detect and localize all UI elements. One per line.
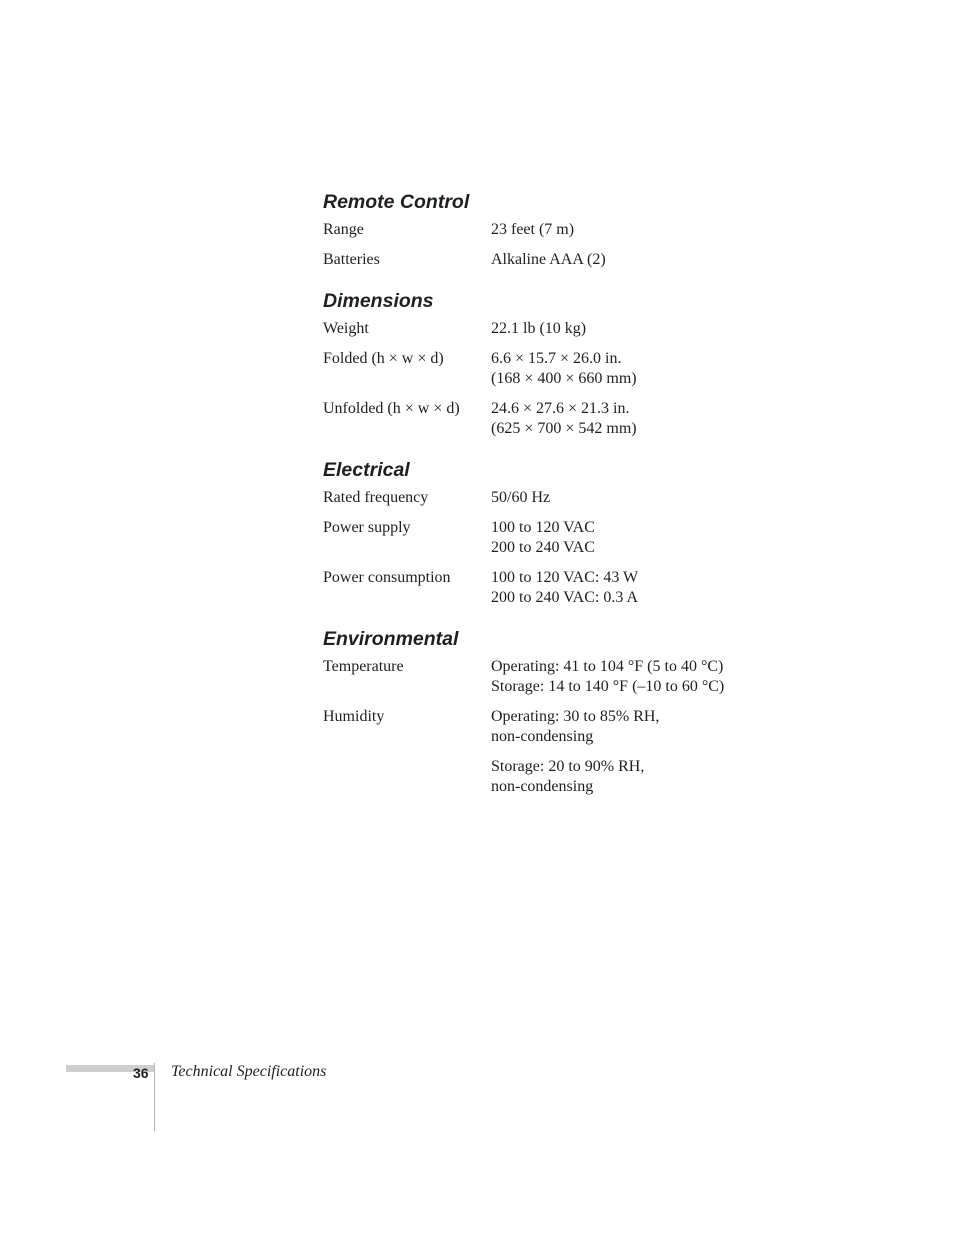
spec-content <box>323 188 803 814</box>
spec-value-line: 200 to 240 VAC <box>491 539 595 556</box>
spec-label: Power consumption <box>323 569 451 586</box>
spec-row <box>323 220 803 240</box>
spec-value-line: Operating: 41 to 104 °F (5 to 40 °C) <box>491 658 724 675</box>
spec-value <box>491 319 803 339</box>
spec-label: Batteries <box>323 251 380 268</box>
spec-value-line: Storage: 14 to 140 °F (–10 to 60 °C) <box>491 678 725 695</box>
spec-value-line: Storage: 20 to 90% RH, <box>491 758 645 775</box>
spec-value-line: 24.6 × 27.6 × 21.3 in. <box>491 400 630 417</box>
spec-value <box>491 349 803 389</box>
spec-row <box>323 488 803 508</box>
spec-value <box>491 220 803 240</box>
spec-value-line: 100 to 120 VAC: 43 W <box>491 569 639 586</box>
spec-label: Rated frequency <box>323 489 429 506</box>
spec-value-line: Operating: 30 to 85% RH, <box>491 708 660 725</box>
spec-value-line: (625 × 700 × 542 mm) <box>491 420 637 437</box>
spec-value <box>491 568 803 608</box>
section-title: Environmental <box>323 628 459 650</box>
spec-value <box>491 399 803 439</box>
spec-value <box>491 488 803 508</box>
section-title: Dimensions <box>323 290 434 312</box>
section-environmental <box>323 625 803 797</box>
section-dimensions <box>323 287 803 439</box>
spec-label: Weight <box>323 320 369 337</box>
section-title: Remote Control <box>323 191 470 213</box>
spec-label: Folded (h × w × d) <box>323 350 444 367</box>
spec-value <box>491 657 803 697</box>
footer-title: Technical Specifications <box>171 1063 327 1080</box>
spec-value <box>491 518 803 558</box>
spec-label: Unfolded (h × w × d) <box>323 400 460 417</box>
spec-label <box>323 757 491 797</box>
spec-value-line: 22.1 lb (10 kg) <box>491 320 587 337</box>
spec-value-line: 200 to 240 VAC: 0.3 A <box>491 589 638 606</box>
spec-label: Range <box>323 221 364 238</box>
spec-value <box>491 757 803 797</box>
section-electrical <box>323 456 803 608</box>
spec-row <box>323 568 803 608</box>
spec-value-line: 100 to 120 VAC <box>491 519 595 536</box>
spec-row <box>323 757 803 797</box>
spec-value <box>491 707 803 747</box>
spec-value-line: Alkaline AAA (2) <box>491 251 606 268</box>
spec-value-line: 6.6 × 15.7 × 26.0 in. <box>491 350 622 367</box>
spec-row <box>323 250 803 270</box>
spec-value-line: 50/60 Hz <box>491 489 551 506</box>
spec-row <box>323 349 803 389</box>
section-title: Electrical <box>323 459 410 481</box>
section-remote-control <box>323 188 803 270</box>
spec-row <box>323 399 803 439</box>
footer-divider <box>154 1063 155 1131</box>
page-number: 36 <box>133 1065 149 1081</box>
spec-value-line: non-condensing <box>491 728 594 745</box>
spec-row <box>323 518 803 558</box>
spec-label: Humidity <box>323 708 385 725</box>
spec-row <box>323 707 803 747</box>
spec-row <box>323 657 803 697</box>
spec-row <box>323 319 803 339</box>
spec-value <box>491 250 803 270</box>
spec-value-line: non-condensing <box>491 778 594 795</box>
spec-label: Temperature <box>323 658 404 675</box>
spec-label: Power supply <box>323 519 411 536</box>
spec-value-line: 23 feet (7 m) <box>491 221 575 238</box>
spec-value-line: (168 × 400 × 660 mm) <box>491 370 637 387</box>
